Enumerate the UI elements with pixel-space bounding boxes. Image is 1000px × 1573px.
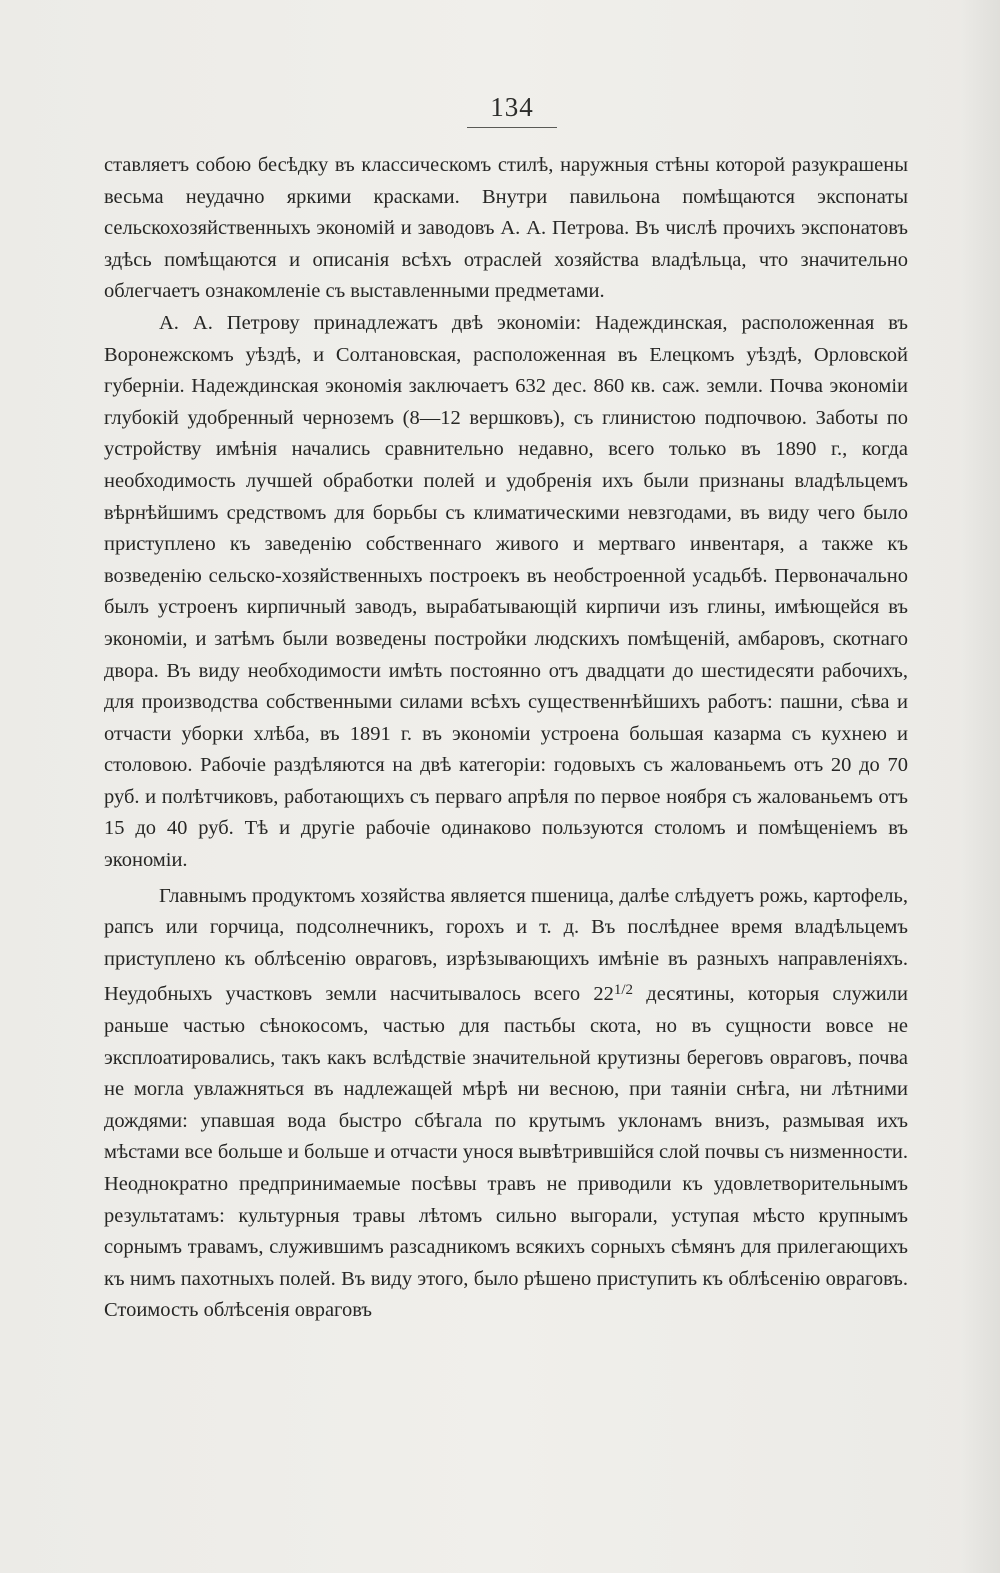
paragraph-main-products (104, 881, 908, 1327)
page-number: 134 (490, 92, 534, 122)
spine-shadow (960, 0, 1000, 1573)
paragraph-main-products-after: десятины, которыя служили раньше частью сѣнокосомъ, частью для пастьбы скота, но въ сущности вовсе не эксплоатировались, такъ какъ вслѣдствіе значительной крутизны береговъ овраговъ, почва не могла увлажняться въ надлежащей мѣрѣ ни весною, при таяніи снѣга, ни лѣтними дождями: упавшая вода быстро сбѣгала по крутымъ уклонамъ внизъ, размывая ихъ мѣстами все больше и больше и отчасти унося вывѣтрившійся слой почвы съ низменности. Неоднократно предпринимаемые посѣвы травъ не приводили къ удовлетворительнымъ результатамъ: культурныя травы лѣтомъ сильно выгорали, уступая мѣсто крупнымъ сорнымъ травамъ, служившимъ разсадникомъ всякихъ сорныхъ сѣмянъ для прилегающихъ къ нимъ пахотныхъ полей. Въ виду этого, было рѣшено приступить къ облѣсенію овраговъ. Стоимость облѣсенія овраговъ (104, 983, 908, 1322)
paragraph-continuation: ставляетъ собою бесѣдку въ классическомъ стилѣ, наружныя стѣны которой разукрашены весьма неудачно яркими красками. Внутри павильона помѣщаются экспонаты сельскохозяйственныхъ экономій и заводовъ А. А. Петрова. Въ числѣ прочихъ экспонатовъ здѣсь помѣщаются и описанія всѣхъ отраслей хозяйства владѣльца, что значительно облегчаетъ ознакомленіе съ выставленными предметами. (104, 154, 908, 303)
page-number-rule (467, 127, 557, 128)
fraction-one-half: 1/2 (613, 982, 634, 999)
paragraph-petrov-estates: А. А. Петрову принадлежатъ двѣ экономіи: Надеждинская, расположенная въ Воронежскомъ уѣздѣ, и Солтановская, расположенная въ Елецкомъ уѣздѣ, Орловской губерніи. Надеждинская экономія заключаетъ 632 дес. 860 кв. саж. земли. Почва экономіи глубокій удобренный черноземъ (8—12 вершковъ), съ глинистою подпочвою. Заботы по устройству имѣнія начались сравнительно недавно, всего только въ 1890 г., когда необходимость лучшей обработки полей и удобренія ихъ были признаны владѣльцемъ вѣрнѣйшимъ средствомъ для борьбы съ климатическими невзгодами, въ виду чего было приступлено къ заведенію собственнаго живого и мертваго инвентаря, а также къ возведенію сельско-хозяйственныхъ построекъ въ необстроенной усадьбѣ. Первоначально былъ устроенъ кирпичный заводъ, вырабатывающій кирпичи изъ глины, имѣющейся въ экономіи, и затѣмъ были возведены постройки людскихъ помѣщеній, амбаровъ, скотнаго двора. Въ виду необходимости имѣть постоянно отъ двадцати до шестидесяти рабочихъ, для производства собственными силами всѣхъ существеннѣйшихъ работъ: пашни, сѣва и отчасти уборки хлѣба, въ 1891 г. въ экономіи устроена большая казарма съ кухнею и столовою. Рабочіе раздѣляются на двѣ категоріи: годовыхъ съ жалованьемъ отъ 20 до 70 руб. и полѣтчиковъ, работающихъ съ перваго апрѣля по первое ноября съ жалованьемъ отъ 15 до 40 руб. Тѣ и другіе рабочіе одинаково пользуются столомъ и помѣщеніемъ въ экономіи. (104, 311, 908, 872)
paragraph-main-products-before: Главнымъ продуктомъ хозяйства является пшеница, далѣе слѣдуетъ рожь, картофель, рапсъ или горчица, подсолнечникъ, горохъ и т. д. Въ послѣднее время владѣльцемъ приступлено къ облѣсенію овраговъ, изрѣзывающихъ имѣніе въ разныхъ направленіяхъ. Неудобныхъ участковъ земли насчитывалось всего 22 (104, 884, 908, 1006)
body-text (104, 150, 908, 1327)
